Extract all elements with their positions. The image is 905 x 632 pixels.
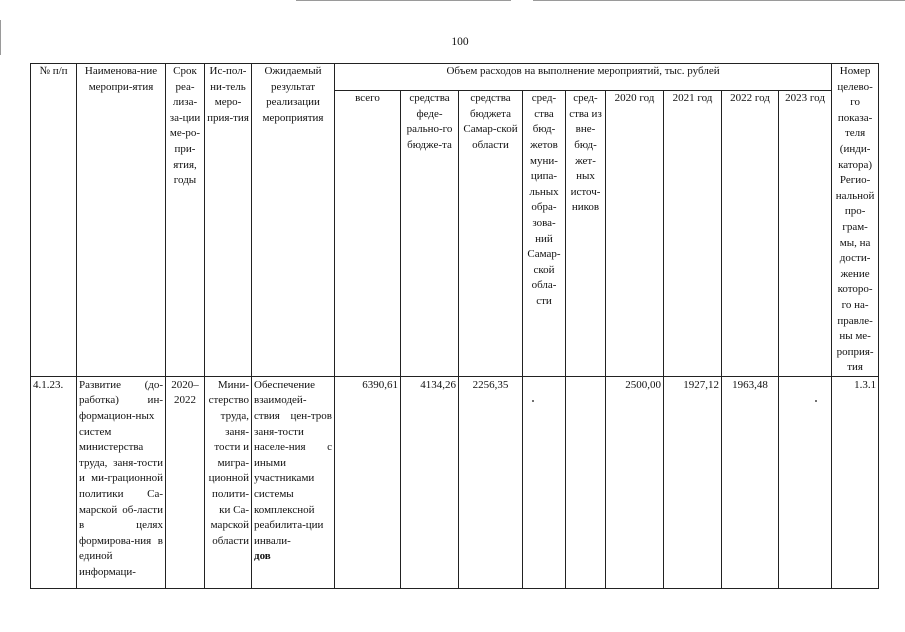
scan-artifact-line	[0, 20, 1, 55]
header-municipal: сред-ства бюд-жетов муни-ципа-льных обра-зова-ний Самар-ской обла-сти	[523, 91, 566, 377]
cell-year-2022: 1963,48	[722, 376, 779, 588]
cell-period: 2020–2022	[166, 376, 205, 588]
header-year-2023: 2023 год	[779, 91, 832, 377]
header-period: Срок реа-лиза-за-ции ме-ро-при-ятия, годы	[166, 64, 205, 377]
cell-result-ending: дов	[254, 550, 271, 563]
expenses-table	[30, 63, 879, 589]
cell-extrabudget	[566, 376, 606, 588]
cell-indicator: 1.3.1	[832, 376, 879, 588]
cell-name: Развитие (до-работка) ин-формацион-ных систем министерства труда, заня-тости и ми-грационной политики Са-марской об-ласти в целях формирова-ния в единой информаци-	[77, 376, 166, 588]
header-name: Наименова-ние меропри-ятия	[77, 64, 166, 377]
header-total: всего	[335, 91, 401, 377]
scan-artifact-line	[296, 0, 511, 1]
cell-regional: 2256,35	[459, 376, 523, 588]
header-year-2021: 2021 год	[664, 91, 722, 377]
cell-year-2023	[779, 376, 832, 588]
scan-speck	[815, 400, 817, 402]
header-extrabudget: сред-ства из вне-бюд-жет-ных источ-ников	[566, 91, 606, 377]
cell-executor: Мини-стерство труда, заня-тости и мигра-ционной полити-ки Са-марской области	[205, 376, 252, 588]
cell-total: 6390,61	[335, 376, 401, 588]
header-indicator: Номер целево-го показа-теля (инди-катора) Регио-нальной про-грам-мы, на дости-жение которо-го на-правле-ны ме-роприя-тия	[832, 64, 879, 377]
table-row	[31, 376, 879, 588]
scan-speck	[532, 400, 534, 402]
cell-num: 4.1.23.	[31, 376, 77, 588]
cell-result	[252, 376, 335, 588]
cell-municipal	[523, 376, 566, 588]
cell-result-text: Обеспечение взаимодей-ствия цен-тров заня-тости населе-ния с иными участниками системы комплексной реабилита-ции инвали-	[254, 378, 332, 547]
cell-year-2021: 1927,12	[664, 376, 722, 588]
header-num: № п/п	[31, 64, 77, 377]
header-year-2020: 2020 год	[606, 91, 664, 377]
cell-year-2020: 2500,00	[606, 376, 664, 588]
header-result: Ожидаемый результат реализации мероприятия	[252, 64, 335, 377]
header-federal: средства феде-рально-го бюдже-та	[401, 91, 459, 377]
header-year-2022: 2022 год	[722, 91, 779, 377]
header-executor: Ис-пол-ни-тель меро-прия-тия	[205, 64, 252, 377]
header-expenses-group: Объем расходов на выполнение мероприятий, тыс. рублей	[335, 64, 832, 91]
header-regional: средства бюджета Самар-ской области	[459, 91, 523, 377]
scan-artifact-line	[533, 0, 905, 1]
page-number: 100	[451, 36, 469, 48]
cell-federal: 4134,26	[401, 376, 459, 588]
